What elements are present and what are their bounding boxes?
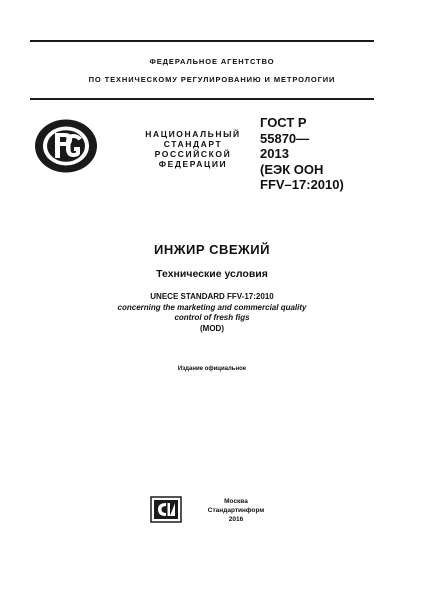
document-subtitle: Технические условия (156, 268, 268, 280)
unece-reference (0, 292, 424, 334)
unece-line-3: control of fresh figs (174, 313, 250, 322)
middle-rule (30, 98, 374, 100)
designation-line-2: 55870— (260, 130, 310, 146)
rst-certification-logo-icon (33, 117, 99, 175)
standard-designation (260, 115, 344, 193)
national-standard-label (138, 129, 248, 169)
unece-line-2: concerning the marketing and commercial quality (117, 302, 307, 312)
unece-line-1: UNECE STANDARD FFV-17:2010 (150, 292, 274, 301)
agency-line-2: ПО ТЕХНИЧЕСКОМУ РЕГУЛИРОВАНИЮ И МЕТРОЛОГИИ (88, 75, 336, 84)
designation-line-1: ГОСТ Р (260, 115, 307, 130)
unece-line-4: (MOD) (200, 323, 224, 333)
publisher-year: 2016 (228, 516, 244, 523)
national-standard-line-1: НАЦИОНАЛЬНЫЙ (145, 129, 241, 139)
document-title: ИНЖИР СВЕЖИЙ (154, 242, 270, 257)
top-rule (30, 40, 374, 42)
publisher-city: Москва (224, 498, 248, 505)
designation-line-3: 2013 (260, 146, 289, 161)
national-standard-line-4: ФЕДЕРАЦИИ (158, 159, 228, 169)
national-standard-line-2: СТАНДАРТ (163, 139, 223, 149)
agency-line-1: ФЕДЕРАЛЬНОЕ АГЕНТСТВО (149, 57, 275, 66)
designation-line-5: FFV–17:2010) (260, 177, 344, 192)
standartinform-logo-icon (150, 496, 182, 523)
publisher-name: Стандартинформ (207, 507, 265, 514)
designation-line-4: (ЕЭК ООН (260, 161, 324, 177)
national-standard-line-3: РОССИЙСКОЙ (154, 149, 232, 159)
publisher-block (196, 497, 276, 524)
edition-label: Издание официальное (177, 366, 247, 372)
